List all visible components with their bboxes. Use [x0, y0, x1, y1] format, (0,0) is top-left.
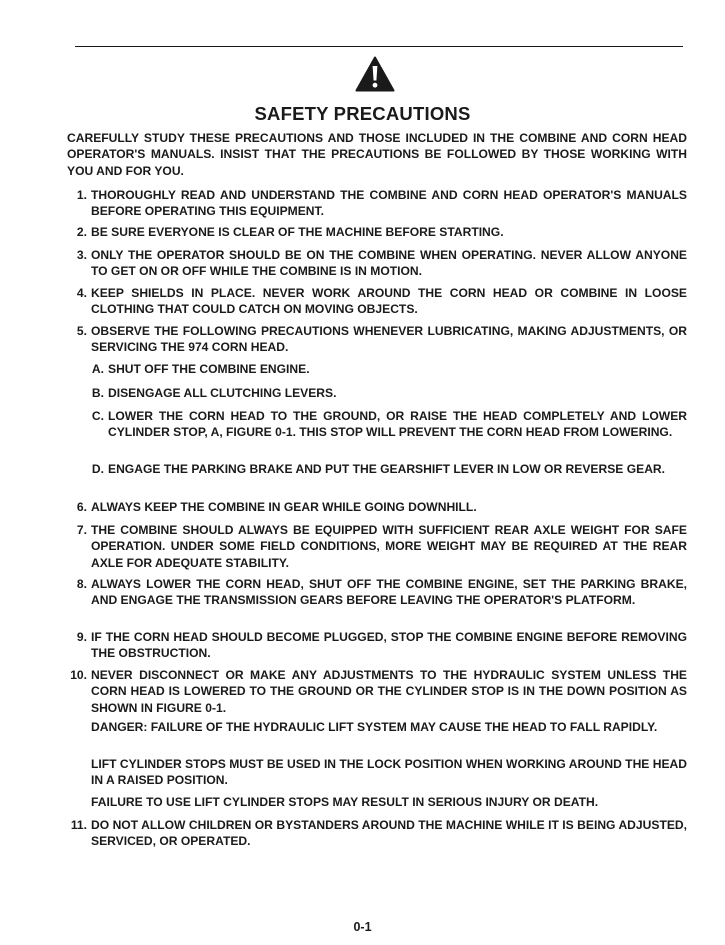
item-text: LIFT CYLINDER STOPS MUST BE USED IN THE LOCK POSITION WHEN WORKING AROUND THE HEAD IN A RAISED POSITION.: [91, 757, 687, 788]
item-text: OBSERVE THE FOLLOWING PRECAUTIONS WHENEVER LUBRICATING, MAKING ADJUSTMENTS, OR SERVICING THE 974 CORN HEAD.: [91, 324, 687, 355]
item-text: THE COMBINE SHOULD ALWAYS BE EQUIPPED WITH SUFFICIENT REAR AXLE WEIGHT FOR SAFE OPERATION. UNDER SOME FIELD CONDITIONS, MORE WEIGHT MAY BE REQUIRED AT THE REAR AXLE FOR ADEQUATE STABILITY.: [91, 523, 687, 570]
item-number: 1.: [76, 188, 87, 202]
list-item: [76, 285, 687, 318]
failure-note: [91, 794, 687, 810]
item-text: KEEP SHIELDS IN PLACE. NEVER WORK AROUND THE CORN HEAD OR COMBINE IN LOOSE CLOTHING THAT COULD CATCH ON MOVING OBJECTS.: [91, 286, 687, 317]
item-number: 8.: [76, 577, 87, 591]
item-letter: B.: [91, 386, 104, 400]
list-item: [70, 817, 687, 850]
item-text: DANGER: FAILURE OF THE HYDRAULIC LIFT SYSTEM MAY CAUSE THE HEAD TO FALL RAPIDLY.: [91, 720, 658, 734]
list-item: [70, 667, 687, 716]
intro-paragraph: CAREFULLY STUDY THESE PRECAUTIONS AND THOSE INCLUDED IN THE COMBINE AND CORN HEAD OPERATOR'S MANUALS. INSIST THAT THE PRECAUTIONS BE FOLLOWED BY THOSE WORKING WITH YOU AND FOR YOU.: [67, 131, 687, 178]
list-item: [76, 629, 687, 662]
item-letter: C.: [91, 409, 104, 423]
item-number: 6.: [76, 500, 87, 514]
sub-list-item: [91, 461, 687, 477]
item-text: NEVER DISCONNECT OR MAKE ANY ADJUSTMENTS TO THE HYDRAULIC SYSTEM UNLESS THE CORN HEAD IS LOWERED TO THE GROUND OR THE CYLINDER STOP IS IN THE DOWN POSITION AS SHOWN IN FIGURE 0-1.: [91, 668, 687, 715]
item-text: ENGAGE THE PARKING BRAKE AND PUT THE GEARSHIFT LEVER IN LOW OR REVERSE GEAR.: [108, 462, 666, 476]
item-text: ONLY THE OPERATOR SHOULD BE ON THE COMBINE WHEN OPERATING. NEVER ALLOW ANYONE TO GET ON OR OFF WHILE THE COMBINE IS IN MOTION.: [91, 248, 687, 279]
lift-cylinder-note: [91, 756, 687, 789]
item-number: 2.: [76, 225, 87, 239]
page-number: 0-1: [353, 920, 372, 934]
item-number: 4.: [76, 286, 87, 300]
list-item: [76, 224, 687, 240]
item-number: 7.: [76, 523, 87, 537]
item-text: FAILURE TO USE LIFT CYLINDER STOPS MAY RESULT IN SERIOUS INJURY OR DEATH.: [91, 795, 599, 809]
item-number: 3.: [76, 248, 87, 262]
item-text: DO NOT ALLOW CHILDREN OR BYSTANDERS AROUND THE MACHINE WHILE IT IS BEING ADJUSTED, SERVICED, OR OPERATED.: [91, 818, 687, 849]
item-text: ALWAYS LOWER THE CORN HEAD, SHUT OFF THE COMBINE ENGINE, SET THE PARKING BRAKE, AND ENGAGE THE TRANSMISSION GEARS BEFORE LEAVING THE OPERATOR'S PLATFORM.: [91, 577, 687, 608]
sub-list-item: [91, 361, 687, 377]
warning-triangle-icon: [355, 56, 395, 92]
list-item: [76, 576, 687, 609]
item-letter: A.: [91, 362, 104, 376]
item-text: ALWAYS KEEP THE COMBINE IN GEAR WHILE GOING DOWNHILL.: [91, 500, 477, 514]
item-text: LOWER THE CORN HEAD TO THE GROUND, OR RAISE THE HEAD COMPLETELY AND LOWER CYLINDER STOP, A, FIGURE 0-1. THIS STOP WILL PREVENT THE CORN HEAD FROM LOWERING.: [108, 409, 687, 440]
list-item: [76, 247, 687, 280]
item-text: THOROUGHLY READ AND UNDERSTAND THE COMBINE AND CORN HEAD OPERATOR'S MANUALS BEFORE OPERATING THIS EQUIPMENT.: [91, 188, 687, 219]
item-letter: D.: [91, 462, 104, 476]
item-number: 10.: [70, 668, 87, 682]
list-item: [76, 522, 687, 571]
page-title: SAFETY PRECAUTIONS: [254, 103, 471, 124]
item-text: BE SURE EVERYONE IS CLEAR OF THE MACHINE BEFORE STARTING.: [91, 225, 504, 239]
list-item: [76, 323, 687, 356]
danger-note: [91, 719, 687, 735]
item-text: DISENGAGE ALL CLUTCHING LEVERS.: [108, 386, 337, 400]
list-item: [76, 499, 687, 515]
item-number: 9.: [76, 630, 87, 644]
item-number: 11.: [70, 818, 87, 832]
item-number: 5.: [76, 324, 87, 338]
sub-list-item: [91, 408, 687, 441]
header-rule: [75, 46, 683, 47]
item-text: IF THE CORN HEAD SHOULD BECOME PLUGGED, STOP THE COMBINE ENGINE BEFORE REMOVING THE OBSTRUCTION.: [91, 630, 687, 661]
sub-list-item: [91, 385, 687, 401]
item-text: SHUT OFF THE COMBINE ENGINE.: [108, 362, 310, 376]
list-item: [76, 187, 687, 220]
